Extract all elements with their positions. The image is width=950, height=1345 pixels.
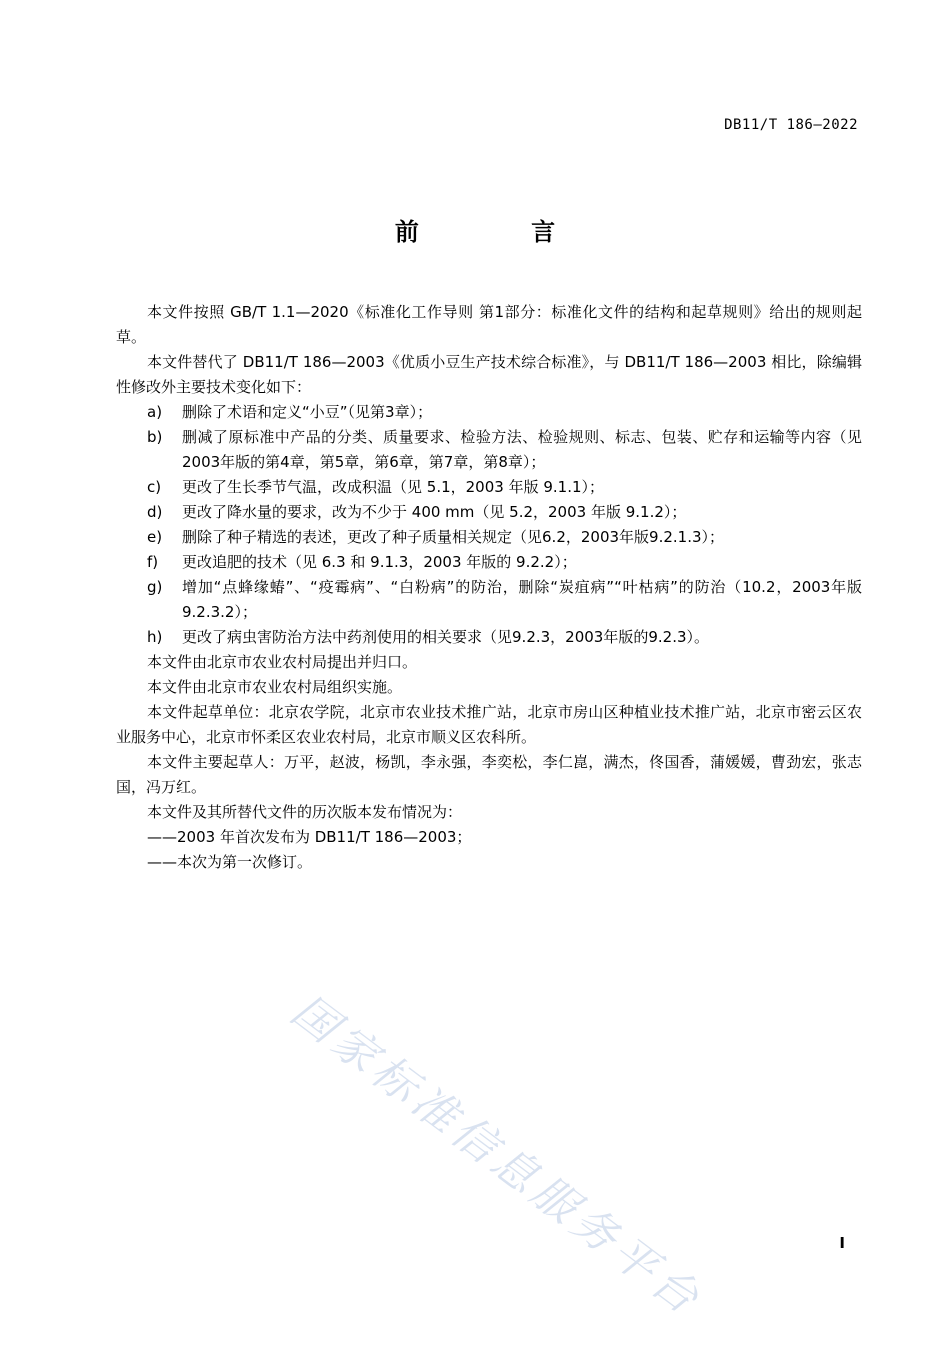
change-item (116, 575, 862, 625)
change-item (116, 475, 862, 500)
change-item (116, 550, 862, 575)
change-label: f) (147, 553, 159, 571)
paragraph-history-first: ——2003 年首次发布为 DB11/T 186—2003； (147, 828, 472, 846)
change-item (116, 425, 862, 475)
watermark: 国家标准信息服务平台 (281, 985, 712, 1327)
change-text: 删除了种子精选的表述，更改了种子质量相关规定（见6.2，2003年版9.2.1.3）； (182, 528, 725, 546)
paragraph-history-revision: ——本次为第一次修订。 (147, 853, 313, 871)
change-label: g) (147, 578, 163, 596)
change-text: 更改了病虫害防治方法中药剂使用的相关要求（见9.2.3，2003年版的9.2.3）。 (182, 628, 710, 646)
change-text: 删减了原标准中产品的分类、质量要求、检验方法、检验规则、标志、包装、贮存和运输等内容（见2003年版的第4章，第5章，第6章，第7章，第8章）； (182, 428, 862, 471)
paragraph-implementer: 本文件由北京市农业农村局组织实施。 (147, 678, 403, 696)
paragraph-proposer: 本文件由北京市农业农村局提出并归口。 (147, 653, 418, 671)
change-label: a) (147, 403, 163, 421)
change-text: 更改追肥的技术（见 6.3 和 9.1.3，2003 年版的 9.2.2）； (182, 553, 577, 571)
document-body (116, 300, 862, 875)
change-label: b) (147, 428, 163, 446)
change-text: 增加“点蜂缘蝽”、“疫霉病”、“白粉病”的防治，删除“炭疽病”“叶枯病”的防治（10.2，2003年版 9.2.3.2）； (182, 578, 862, 621)
paragraph-history-intro: 本文件及其所替代文件的历次版本发布情况为： (147, 803, 463, 821)
change-item (116, 500, 862, 525)
change-label: c) (147, 478, 162, 496)
change-text: 更改了生长季节气温，改成积温（见 5.1，2003 年版 9.1.1）； (182, 478, 605, 496)
paragraph-drafting-rules: 本文件按照 GB/T 1.1—2020《标准化工作导则 第1部分：标准化文件的结构和起草规则》给出的规则起草。 (116, 303, 862, 346)
paragraph-drafting-units: 本文件起草单位：北京农学院，北京市农业技术推广站，北京市房山区种植业技术推广站，北京市密云区农业服务中心，北京市怀柔区农业农村局，北京市顺义区农科所。 (116, 703, 862, 746)
document-code: DB11/T 186—2022 (724, 117, 858, 133)
change-item (116, 400, 862, 425)
paragraph-replacement: 本文件替代了 DB11/T 186—2003《优质小豆生产技术综合标准》，与 DB11/T 186—2003 相比，除编辑性修改外主要技术变化如下： (116, 353, 862, 396)
change-text: 删除了术语和定义“小豆”（见第3章）； (182, 403, 433, 421)
change-item (116, 525, 862, 550)
page-number: I (839, 1234, 845, 1252)
change-label: h) (147, 628, 163, 646)
change-label: e) (147, 528, 163, 546)
page-title: 前 言 (394, 217, 608, 246)
change-item (116, 625, 862, 650)
change-text: 更改了降水量的要求，改为不少于 400 mm（见 5.2，2003 年版 9.1.2）； (182, 503, 687, 521)
paragraph-drafters: 本文件主要起草人：万平，赵波，杨凯，李永强，李奕松，李仁崑，满杰，佟国香，蒲媛媛，曹劲宏，张志国，冯万红。 (116, 753, 862, 796)
change-label: d) (147, 503, 163, 521)
